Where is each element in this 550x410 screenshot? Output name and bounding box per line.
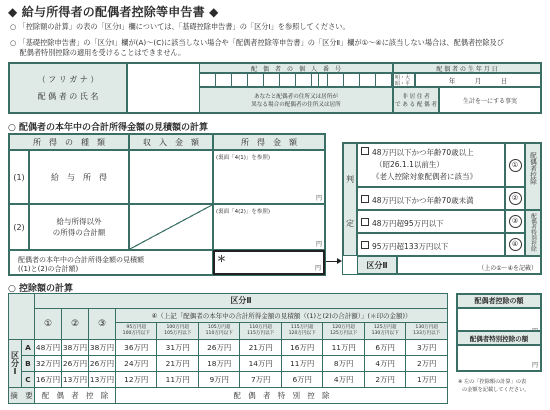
total-label-1: 配偶者の本年中の合計所得金額の見積額 bbox=[18, 256, 144, 264]
spouse-info-block bbox=[8, 62, 542, 114]
judge-option-1-num: ① bbox=[509, 159, 522, 172]
calc-row-key-b: B bbox=[22, 355, 35, 371]
era-label: 明・大 昭・平 bbox=[393, 73, 415, 87]
special-amount-label: 配偶者特別控除の額 bbox=[457, 331, 541, 345]
row2-label-1: 給与所得以外 bbox=[56, 217, 102, 226]
total-star: ＊ bbox=[217, 255, 227, 265]
calc-cell: 9万円 bbox=[198, 371, 239, 387]
mynumber-input[interactable] bbox=[199, 73, 393, 87]
judge-checkbox-1[interactable] bbox=[361, 147, 369, 155]
total-yen: 円 bbox=[314, 265, 321, 272]
col-type-header: 所 得 の 種 類 bbox=[9, 134, 129, 150]
deduction-table bbox=[8, 293, 448, 404]
calc-cell: 11万円 bbox=[323, 339, 364, 355]
note-line-3: 配偶者特別控除の適用を受けることはできません。 bbox=[10, 48, 186, 57]
row2-label-cell bbox=[29, 204, 129, 250]
calc-subheader-3: 105万円超 110万円以下 bbox=[198, 322, 239, 339]
judge-option-1-num-cell bbox=[505, 143, 525, 187]
row1-label: 給 与 所 得 bbox=[29, 150, 129, 204]
income-section-title-text: 配偶者の本年中の合計所得金額の見積額の計算 bbox=[19, 123, 209, 133]
calc-cell: 14万円 bbox=[240, 355, 281, 371]
total-amount-input[interactable] bbox=[213, 250, 325, 275]
note-line-1: ○ 「控除額の計算」の表の「区分Ⅰ」欄については、「基礎控除申告書」の「区分Ⅰ」を参照してください。 bbox=[10, 22, 350, 31]
judge-option-1-text3: 《老人控除対象配偶者に該当》 bbox=[372, 172, 477, 181]
total-label-2: ((1)と(2)の合計額) bbox=[18, 265, 79, 273]
calc-cell: 7万円 bbox=[240, 371, 281, 387]
calc-cell: 8万円 bbox=[323, 355, 364, 371]
calc-cell: 36万円 bbox=[116, 339, 157, 355]
row2-income-crossed bbox=[129, 204, 213, 250]
calc-subheader-1: 95万円超 100万円以下 bbox=[116, 322, 157, 339]
calc-cell: 26万円 bbox=[89, 355, 116, 371]
calc-cell: 12万円 bbox=[116, 371, 157, 387]
row1-yen: 円 bbox=[315, 195, 322, 202]
calc-cell: 18万円 bbox=[198, 355, 239, 371]
income-table bbox=[8, 133, 326, 276]
livelihood-label: 生計を一にする事実 bbox=[439, 87, 541, 113]
calc-cell: 6万円 bbox=[281, 371, 322, 387]
judge-option-2[interactable] bbox=[357, 187, 505, 210]
calc-cell: 13万円 bbox=[62, 371, 89, 387]
calc-cell: 21万円 bbox=[157, 355, 198, 371]
side-label-special: 配偶者特別控除 bbox=[530, 213, 536, 252]
judge-option-1[interactable] bbox=[357, 143, 505, 187]
judge-option-1-text2: （昭26.1.1以前生） bbox=[375, 160, 444, 169]
special-amount-yen: 円 bbox=[531, 362, 538, 369]
col-amount-header: 所 得 金 額 bbox=[213, 134, 325, 150]
address-note-2: 異なる場合の配偶者の住所又は居所 bbox=[251, 102, 341, 108]
dob-input[interactable]: 年 月 日 bbox=[415, 73, 541, 87]
total-label-cell bbox=[9, 250, 213, 275]
judge-option-2-num-cell bbox=[505, 187, 525, 210]
side-label-deduction-cell bbox=[525, 143, 541, 210]
page-title: ◆ 給与所得者の配偶者控除等申告書 ◆ bbox=[8, 5, 219, 19]
row1-ref: (裏面「4(1)」を参照) bbox=[216, 155, 271, 161]
calc-cell: 4万円 bbox=[323, 371, 364, 387]
judge-option-3-text: 48万円超95万円以下 bbox=[372, 219, 444, 228]
furigana-label: （ フ リ ガ ナ ） bbox=[37, 75, 99, 84]
mynumber-label: 配 偶 者 の 個 人 番 号 bbox=[199, 63, 393, 73]
calc-subheader-4: 110万円超 115万円以下 bbox=[240, 322, 281, 339]
right-note-2: の金額を記載してください。 bbox=[462, 387, 530, 393]
judge-label-cell bbox=[343, 143, 357, 256]
income-section-title: ○ 配偶者の本年中の合計所得金額の見積額の計算 bbox=[8, 123, 209, 133]
calc-col2-header: ② bbox=[62, 308, 89, 339]
calc-cell: 21万円 bbox=[240, 339, 281, 355]
row1-income-input[interactable] bbox=[129, 150, 213, 204]
calc-cell: 31万円 bbox=[157, 339, 198, 355]
judge-option-4[interactable] bbox=[357, 233, 505, 256]
calc-cell: 6万円 bbox=[364, 339, 405, 355]
calc-cell: 2万円 bbox=[406, 355, 448, 371]
row2-ref: (裏面「4(2)」を参照) bbox=[216, 209, 271, 215]
calc-cell: 24万円 bbox=[116, 355, 157, 371]
calc-cell: 11万円 bbox=[157, 371, 198, 387]
calc-cell: 13万円 bbox=[89, 371, 116, 387]
row2-yen: 円 bbox=[315, 241, 322, 248]
nonresident-label-cell bbox=[393, 87, 439, 113]
nonresident-label-1: 非 居 住 者 bbox=[402, 94, 430, 100]
row2-amount-input[interactable] bbox=[213, 204, 325, 250]
calc-section-title: ○ 控除額の計算 bbox=[8, 284, 74, 294]
judge-checkbox-2[interactable] bbox=[361, 195, 369, 203]
note-line-2: ○ 「基礎控除申告書」の「区分Ⅰ」欄が(A)～(C)に該当しない場合や「配偶者控除等申告書」の「区分Ⅱ」欄が①～④に該当しない場合は、配偶者控除及び bbox=[10, 38, 504, 47]
calc-subheader-2: 100万円超 105万円以下 bbox=[157, 322, 198, 339]
judge-option-4-text: 95万円超133万円以下 bbox=[372, 242, 449, 251]
side-label-deduction: 配偶者控除 bbox=[529, 152, 537, 185]
calc-cell: 11万円 bbox=[281, 355, 322, 371]
col-income-header: 収 入 金 額 bbox=[129, 134, 213, 150]
spouse-name-label-cell bbox=[9, 63, 127, 113]
nonresident-label-2: で あ る 配 偶 者 bbox=[395, 102, 437, 108]
calc-row-key-a: A bbox=[22, 339, 35, 355]
calc-row-key-c: C bbox=[22, 371, 35, 387]
calc-subheader-5: 115万円超 120万円以下 bbox=[281, 322, 322, 339]
calc-cell: 16万円 bbox=[35, 371, 62, 387]
judge-label-1: 判 bbox=[346, 175, 354, 184]
row1-amount-input[interactable] bbox=[213, 150, 325, 204]
calc-subheader-6: 120万円超 125万円以下 bbox=[323, 322, 364, 339]
calc-cell: 32万円 bbox=[35, 355, 62, 371]
calc-cell: 3万円 bbox=[406, 339, 448, 355]
judge-option-1-text1: 48万円以下かつ年齢70歳以上 bbox=[372, 148, 474, 157]
judge-option-3-num-cell bbox=[505, 210, 525, 233]
judge-label-2: 定 bbox=[346, 219, 354, 228]
calc-kubun2-header: 区分Ⅱ bbox=[35, 294, 448, 309]
calc-kubun1-label: 区分Ⅰ bbox=[9, 339, 22, 387]
calc-cell: 1万円 bbox=[406, 371, 448, 387]
calc-cell: 48万円 bbox=[35, 339, 62, 355]
row2-number: (2) bbox=[9, 204, 29, 250]
calc-cell: 26万円 bbox=[62, 355, 89, 371]
special-amount-input[interactable] bbox=[457, 345, 541, 371]
judge-block bbox=[342, 142, 542, 275]
kubun2-label: 区分Ⅱ bbox=[357, 256, 397, 274]
calc-col1-header: ① bbox=[35, 308, 62, 339]
side-label-special-cell bbox=[525, 210, 541, 256]
calc-col4-header: ④（上記「配偶者の本年中の合計所得金額の見積額（(1)と(2)の合計額）」(＊印の金額)） bbox=[116, 308, 448, 322]
calc-cell: 4万円 bbox=[364, 355, 405, 371]
judge-option-3[interactable] bbox=[357, 210, 505, 233]
calc-subheader-8: 130万円超 133万円以下 bbox=[406, 322, 448, 339]
right-note-1: ※ 左の「控除額の計算」の表 bbox=[458, 379, 527, 385]
judge-checkbox-3[interactable] bbox=[361, 218, 369, 226]
calc-corner-cell bbox=[9, 294, 35, 340]
judge-option-2-text: 48万円以下かつ年齢70歳未満 bbox=[372, 196, 474, 205]
row1-number: (1) bbox=[9, 150, 29, 204]
calc-section-title-text: 控除額の計算 bbox=[19, 284, 74, 294]
spouse-name-label: 配 偶 者 の 氏 名 bbox=[37, 92, 99, 101]
judge-option-3-num: ③ bbox=[509, 215, 522, 228]
summary-right: 配 偶 者 特 別 控 除 bbox=[116, 387, 448, 403]
calc-cell: 16万円 bbox=[281, 339, 322, 355]
kubun2-input[interactable] bbox=[397, 256, 541, 274]
kubun2-note: （上の①～④を記載） bbox=[478, 265, 537, 272]
calc-cell: 26万円 bbox=[198, 339, 239, 355]
calc-subheader-7: 125万円超 130万円以下 bbox=[364, 322, 405, 339]
address-note-1: あなたと配偶者の住所又は居所が bbox=[254, 94, 338, 100]
row2-label-2: の所得の合計額 bbox=[52, 228, 106, 237]
judge-option-2-num: ② bbox=[509, 192, 522, 205]
summary-left: 配 偶 者 控 除 bbox=[35, 387, 116, 403]
summary-label: 摘 要 bbox=[9, 387, 35, 403]
judge-checkbox-4[interactable] bbox=[361, 241, 369, 249]
special-amount-box bbox=[456, 330, 542, 372]
judge-option-4-num-cell bbox=[505, 233, 525, 256]
calc-cell: 38万円 bbox=[62, 339, 89, 355]
deduction-amount-label: 配偶者控除の額 bbox=[457, 294, 541, 308]
address-label-cell bbox=[199, 87, 393, 113]
judge-option-4-num: ④ bbox=[509, 238, 522, 251]
calc-cell: 2万円 bbox=[364, 371, 405, 387]
dob-label: 配 偶 者 の 生 年 月 日 bbox=[393, 63, 541, 73]
calc-cell: 38万円 bbox=[89, 339, 116, 355]
calc-col3-header: ③ bbox=[89, 308, 116, 339]
